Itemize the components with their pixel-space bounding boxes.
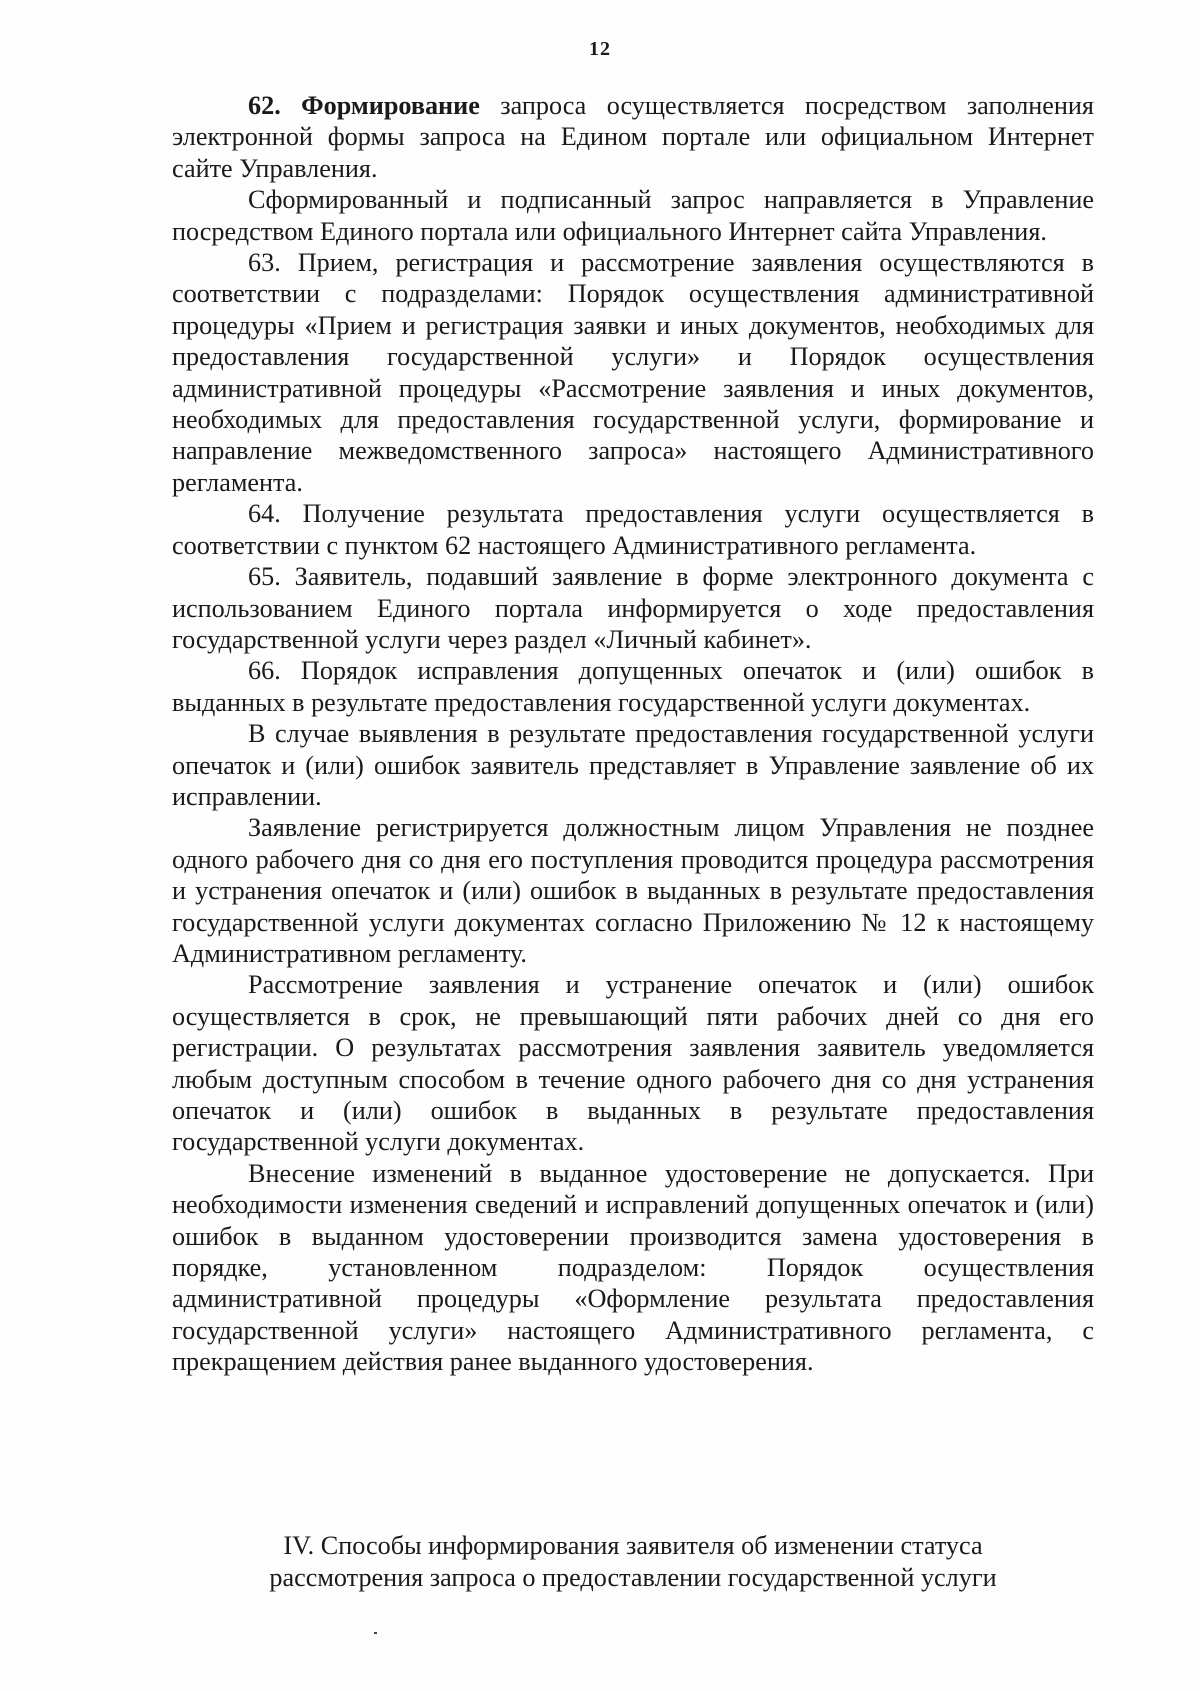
section-heading [172, 1530, 1094, 1594]
paragraph-text: Рассмотрение заявления и устранение опечаток и (или) ошибок осуществляется в срок, не превышающий пяти рабочих дней со дня его регистрации. О результатах рассмотрения заявления заявитель уведомляется любым доступным способом в течение одного рабочего дня со дня устранения опечаток и (или) ошибок в выданных в результате предоставления государственной услуги документах. [172, 970, 1094, 1157]
section-heading-line-1: IV. Способы информирования заявителя об изменении статуса [283, 1531, 983, 1560]
document-body [172, 90, 1094, 1378]
paragraph-text: 66. Порядок исправления допущенных опечаток и (или) ошибок в выданных в результате предоставления государственной услуги документах. [172, 656, 1094, 717]
paragraph-text: Сформированный и подписанный запрос направляется в Управление посредством Единого портала или официального Интернет сайта Управления. [172, 185, 1094, 246]
paragraph-66-changes [172, 1158, 1094, 1378]
paragraph-lead: 62. Формирование [248, 91, 480, 120]
page-number: 12 [589, 38, 611, 60]
paragraph-66 [172, 655, 1094, 718]
section-heading-line-2: рассмотрения запроса о предоставлении государственной услуги [269, 1563, 997, 1592]
paragraph-66-registration [172, 812, 1094, 969]
paragraph-text: Заявление регистрируется должностным лицом Управления не позднее одного рабочего дня со дня его поступления проводится процедура рассмотрения и устранения опечаток и (или) ошибок в выданных в результате предоставления государственной услуги документах согласно Приложению № 12 к настоящему Административном регламенту. [172, 813, 1094, 968]
paragraph-66-review [172, 969, 1094, 1157]
paragraph-text: Внесение изменений в выданное удостоверение не допускается. При необходимости изменения сведений и исправлений допущенных опечаток и (или) ошибок в выданном удостоверении производится замена удостоверения в порядке, установленном подразделом: Порядок осуществления административной процедуры «Оформление результата предоставления государственной услуги» настоящего Административного регламента, с прекращением действия ранее выданного удостоверения. [172, 1158, 1094, 1377]
paragraph-text: 64. Получение результата предоставления услуги осуществляется в соответствии с пунктом 62 настоящего Административного регламента. [172, 499, 1094, 560]
paragraph-text: 63. Прием, регистрация и рассмотрение заявления осуществляются в соответствии с подразделами: Порядок осуществления административной процедуры «Прием и регистрация заявки и иных документов, необходимых для предоставления государственной услуги» и Порядок осуществления административной процедуры «Рассмотрение заявления и иных документов, необходимых для предоставления государственной услуги, формирование и направление межведомственного запроса» настоящего Административного регламента. [172, 248, 1094, 497]
paragraph-63 [172, 247, 1094, 498]
paragraph-62-continued [172, 184, 1094, 247]
paragraph-text: В случае выявления в результате предоставления государственной услуги опечаток и (или) ошибок заявитель представляет в Управление заявление об их исправлении. [172, 719, 1094, 811]
paragraph-62 [172, 90, 1094, 184]
paragraph-text: 65. Заявитель, подавший заявление в форме электронного документа с использованием Единого портала информируется о ходе предоставления государственной услуги через раздел «Личный кабинет». [172, 562, 1094, 654]
paragraph-66-case [172, 718, 1094, 812]
paragraph-text: запроса осуществляется посредством заполнения электронной формы запроса на Едином портале или официальном Интернет сайте Управления. [172, 91, 1094, 183]
paragraph-64 [172, 498, 1094, 561]
scan-speck [374, 1632, 377, 1634]
paragraph-65 [172, 561, 1094, 655]
